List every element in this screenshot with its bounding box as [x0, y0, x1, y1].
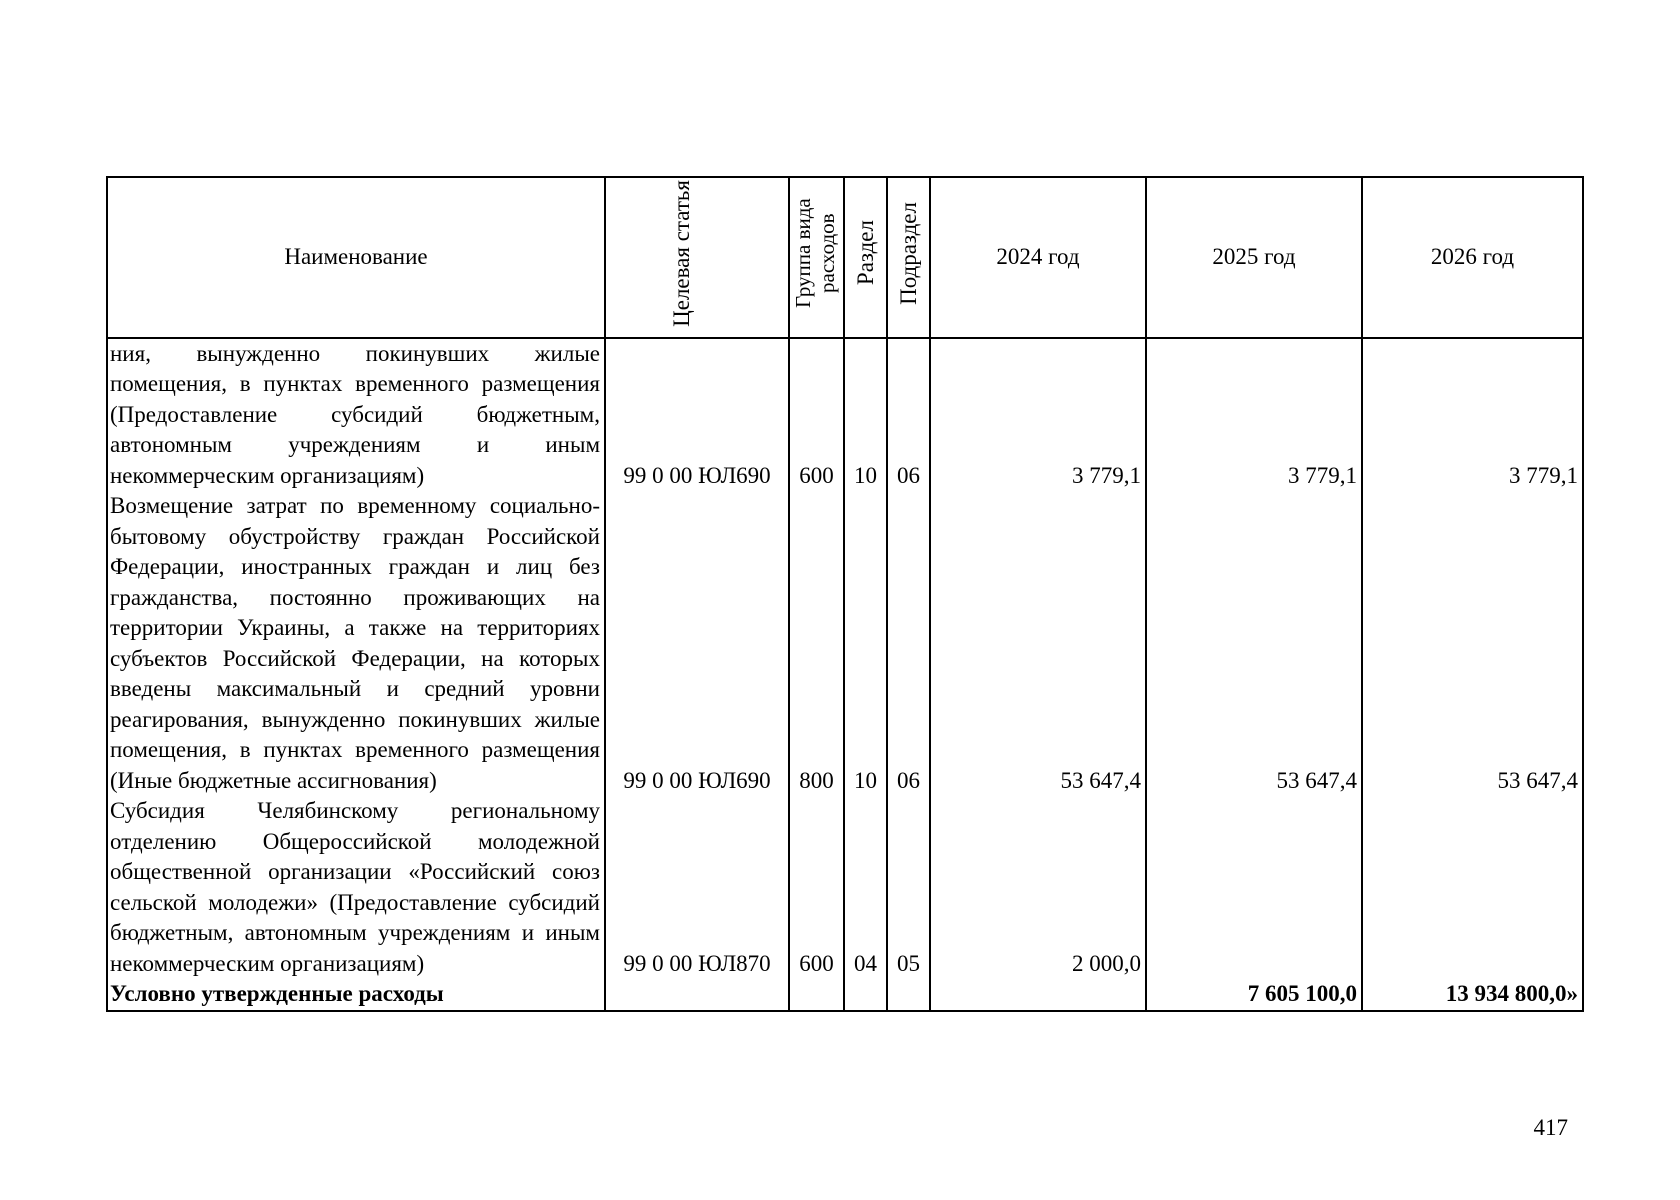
row-2025: 7 605 100,0: [1146, 979, 1362, 1011]
row-target: 99 0 00 ЮЛ690: [605, 491, 789, 796]
row-subsection: 06: [887, 491, 930, 796]
row-2025: 53 647,4: [1146, 491, 1362, 796]
row-group: [789, 979, 844, 1011]
row-subsection: [887, 979, 930, 1011]
header-target-label: Целевая статья: [669, 179, 694, 327]
header-name: Наименование: [107, 177, 605, 338]
row-2025: [1146, 796, 1362, 979]
header-target: [605, 177, 789, 338]
row-section: [844, 979, 887, 1011]
row-2024: 53 647,4: [930, 491, 1146, 796]
table-row-total: [107, 979, 1583, 1011]
header-subsection-label: Подраздел: [895, 201, 921, 305]
page-number: 417: [1533, 1115, 1568, 1140]
row-2026: 13 934 800,0»: [1362, 979, 1583, 1011]
row-name-text: Возмещение затрат по временному социально-бытовому обустройству граждан Российской Федерации, иностранных граждан и лиц без гражданства, постоянно проживающих на территории Украины, а также на территориях субъектов Российской Федерации, на которых введены максимальный и средний уровни реагирования, вынужденно покинувших жилые помещения, в пунктах временного размещения (Иные бюджетные ассигнования): [110, 493, 600, 793]
header-2026: 2026 год: [1362, 177, 1583, 338]
table-row: [107, 491, 1583, 796]
header-section-label: Раздел: [852, 220, 878, 286]
row-name-text: Субсидия Челябинскому региональному отделению Общероссийской молодежной общественной организации «Российский союз сельской молодежи» (Предоставление субсидий бюджетным, автономным учреждениям и иным некоммерческим организациям): [110, 798, 600, 976]
row-2024: [930, 979, 1146, 1011]
row-2026: 3 779,1: [1362, 338, 1583, 492]
row-name-text: Условно утвержденные расходы: [110, 981, 444, 1006]
row-section: 10: [844, 491, 887, 796]
header-group-label: Группа вида расходов: [790, 198, 839, 308]
row-name: [107, 338, 605, 492]
header-2025: 2025 год: [1146, 177, 1362, 338]
row-name-text: ния, вынужденно покинувших жилые помещения, в пунктах временного размещения (Предоставление субсидий бюджетным, автономным учреждениям и иным некоммерческим организациям): [110, 340, 600, 488]
row-2025: 3 779,1: [1146, 338, 1362, 492]
row-target: 99 0 00 ЮЛ690: [605, 338, 789, 492]
row-2024: 2 000,0: [930, 796, 1146, 979]
row-2024: 3 779,1: [930, 338, 1146, 492]
row-subsection: 05: [887, 796, 930, 979]
row-2026: 53 647,4: [1362, 491, 1583, 796]
row-group: 800: [789, 491, 844, 796]
row-2026: [1362, 796, 1583, 979]
row-target: 99 0 00 ЮЛ870: [605, 796, 789, 979]
header-row: [107, 177, 1583, 338]
row-name: [107, 491, 605, 796]
budget-table: [106, 176, 1584, 1012]
row-target: [605, 979, 789, 1011]
row-section: 10: [844, 338, 887, 492]
header-group: [789, 177, 844, 338]
table-row: [107, 338, 1583, 492]
row-group: 600: [789, 796, 844, 979]
header-subsection: [887, 177, 930, 338]
header-2024: 2024 год: [930, 177, 1146, 338]
table-row: [107, 796, 1583, 979]
row-name: [107, 979, 605, 1011]
row-subsection: 06: [887, 338, 930, 492]
row-group: 600: [789, 338, 844, 492]
row-section: 04: [844, 796, 887, 979]
row-name: [107, 796, 605, 979]
header-section: [844, 177, 887, 338]
